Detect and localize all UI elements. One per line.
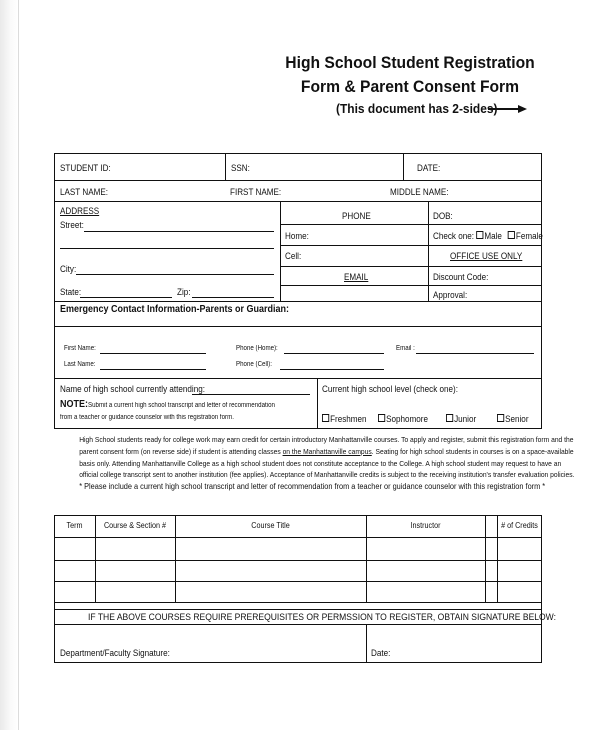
two-sides-note: (This document has 2-sides) xyxy=(336,101,498,116)
zip-line[interactable] xyxy=(192,297,274,298)
emergency-email-label: Email : xyxy=(396,345,415,352)
prereq-date-label: Date: xyxy=(371,648,391,658)
gender-check-one: Check one: Male Female xyxy=(433,231,543,241)
right-arrow-icon xyxy=(488,104,528,114)
col-term: Term xyxy=(66,521,83,530)
address-label: ADDRESS xyxy=(60,206,100,216)
prereq-heading: IF THE ABOVE COURSES REQUIRE PREREQUISITES OR PERMSSION TO REGISTER, OBTAIN SIGNATURE BELOW: xyxy=(88,612,556,623)
zip-label: Zip: xyxy=(177,287,191,297)
emergency-first-name-label: First Name: xyxy=(64,345,96,352)
form-title-line1: High School Student Registration xyxy=(285,53,535,72)
state-label: State: xyxy=(60,287,82,297)
junior-checkbox[interactable] xyxy=(446,414,453,422)
col-course-title: Course Title xyxy=(251,521,290,530)
level-sophomore[interactable]: Sophomore xyxy=(378,414,428,424)
faculty-signature-label: Department/Faculty Signature: xyxy=(60,648,170,658)
freshmen-checkbox[interactable] xyxy=(322,414,329,422)
female-checkbox[interactable] xyxy=(508,231,515,239)
emergency-phone-cell-line[interactable] xyxy=(280,369,384,370)
info-paragraph: High School students ready for college work may earn credit for certain introductory Manhattanville courses. To apply and register, submit this registration form and the parent consent form (on reverse side) if student is attending classes on the Manhattanville campus. Seating for high school students in courses is on a space-available basis only. Attending Manhattanville College as a high school student does not constitute acceptance to the College. A high school student may request to have an official college transcript sent to another institution (fee applies). Acceptance of Manhattanville credits is subject to the receiving institution's transfer evaluation policies. * Please include a current high school transcript and letter of recommendation from a teacher or guidance counselor with this registration form * xyxy=(79,435,575,492)
high-school-name-label: Name of high school currently attending: xyxy=(60,384,205,394)
dob-label: DOB: xyxy=(433,211,453,221)
city-label: City: xyxy=(60,264,77,274)
note-line-2: from a teacher or guidance counselor with this registration form. xyxy=(60,414,234,421)
cell-phone-label: Cell: xyxy=(285,251,302,261)
level-junior[interactable]: Junior xyxy=(446,414,476,424)
note-label: NOTE: xyxy=(60,399,88,410)
col-credits: # of Credits xyxy=(501,521,538,530)
page-shadow xyxy=(0,0,18,730)
emergency-last-name-line[interactable] xyxy=(100,369,206,370)
emergency-first-name-line[interactable] xyxy=(100,353,206,354)
col-course-section: Course & Section # xyxy=(103,521,167,530)
home-phone-label: Home: xyxy=(285,231,309,241)
state-line[interactable] xyxy=(80,297,172,298)
emergency-email-line[interactable] xyxy=(416,353,534,354)
senior-checkbox[interactable] xyxy=(497,414,504,422)
emergency-phone-home-line[interactable] xyxy=(284,353,384,354)
school-level-label: Current high school level (check one): xyxy=(322,384,458,394)
street-line[interactable] xyxy=(84,231,274,232)
last-name-label: LAST NAME: xyxy=(60,187,109,197)
note-line-1: Submit a current high school transcript and letter of recommendation xyxy=(88,402,275,409)
emergency-heading: Emergency Contact Information-Parents or Guardian: xyxy=(60,304,290,315)
level-senior[interactable]: Senior xyxy=(497,414,529,424)
emergency-phone-cell-label: Phone (Cell): xyxy=(236,361,272,368)
form-title-line2: Form & Parent Consent Form xyxy=(300,77,520,96)
ssn-label: SSN: xyxy=(231,163,250,173)
approval-label: Approval: xyxy=(433,290,468,300)
page-edge xyxy=(18,0,19,730)
city-line[interactable] xyxy=(76,274,274,275)
street-line-2[interactable] xyxy=(60,248,274,249)
phone-header: PHONE xyxy=(342,211,371,221)
street-label: Street: xyxy=(60,220,84,230)
student-id-label: STUDENT ID: xyxy=(60,163,111,173)
date-label: DATE: xyxy=(417,163,441,173)
level-freshmen[interactable]: Freshmen xyxy=(322,414,367,424)
email-header: EMAIL xyxy=(344,272,369,282)
high-school-name-line[interactable] xyxy=(192,394,310,395)
emergency-phone-home-label: Phone (Home): xyxy=(236,345,278,352)
male-checkbox[interactable] xyxy=(476,231,483,239)
middle-name-label: MIDDLE NAME: xyxy=(390,187,449,197)
sophomore-checkbox[interactable] xyxy=(378,414,385,422)
first-name-label: FIRST NAME: xyxy=(230,187,282,197)
col-instructor: Instructor xyxy=(410,521,441,530)
discount-code-label: Discount Code: xyxy=(433,272,489,282)
office-use-label: OFFICE USE ONLY xyxy=(450,251,523,261)
emergency-last-name-label: Last Name: xyxy=(64,361,96,368)
